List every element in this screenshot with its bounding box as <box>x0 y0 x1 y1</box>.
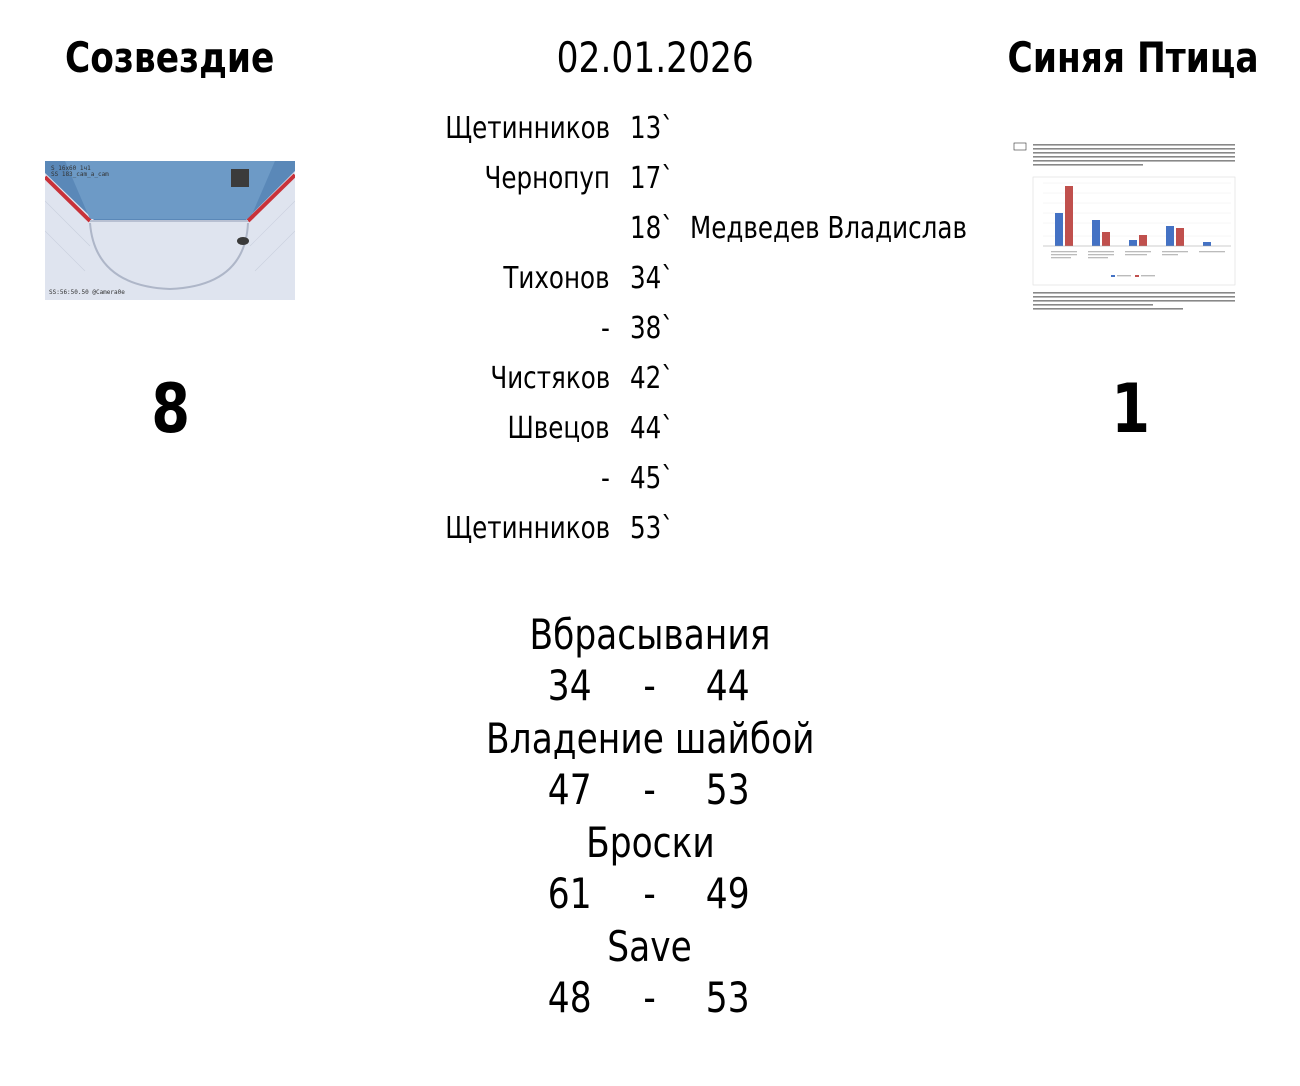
goal-row <box>300 404 1060 454</box>
goal-home-player: Чистяков <box>490 361 610 396</box>
home-team-logo <box>45 161 295 300</box>
match-date: 02.01.2026 <box>556 33 754 82</box>
stat-title: Save <box>607 922 693 971</box>
stat-values <box>450 972 850 1024</box>
stat-away-value: 53 <box>706 973 750 1022</box>
goal-minute: 44` <box>630 411 674 446</box>
goal-home-player: Тихонов <box>503 261 610 296</box>
goal-home-player: Швецов <box>507 411 610 446</box>
goal-minute: 13` <box>630 111 674 146</box>
stat-away-value: 53 <box>706 765 750 814</box>
goal-away-player <box>690 154 1060 204</box>
stat-home-value: 34 <box>548 661 592 710</box>
stat-separator: - <box>643 869 657 918</box>
svg-text:SS:56:50.50 @Camera0e: SS:56:50.50 @Camera0e <box>49 289 125 296</box>
goal-home-player: - <box>601 311 610 346</box>
goal-away-player <box>690 354 1060 404</box>
goal-away-player <box>690 504 1060 554</box>
goal-away-player <box>690 454 1060 504</box>
goal-row <box>300 504 1060 554</box>
stat-away-value: 44 <box>706 661 750 710</box>
goal-away-player: Медведев Владислав <box>690 211 967 246</box>
stat-home-value: 61 <box>548 869 592 918</box>
svg-text:S 16x60 1ч1: S 16x60 1ч1 <box>51 165 91 172</box>
goal-minute: 42` <box>630 361 674 396</box>
goal-minute: 17` <box>630 161 674 196</box>
goal-minute: 34` <box>630 261 674 296</box>
goal-row <box>300 254 1060 304</box>
stat-title: Вбрасывания <box>529 610 771 659</box>
away-team-name: Синяя Птица <box>1007 33 1259 82</box>
hockey-goal-image <box>45 161 295 300</box>
stat-values <box>450 764 850 816</box>
goal-row <box>300 204 1060 254</box>
goal-home-player: Щетинников <box>445 511 610 546</box>
goal-home-player <box>290 204 610 254</box>
stat-title: Броски <box>585 818 715 867</box>
goal-minute: 18` <box>630 211 674 246</box>
goal-row <box>300 104 1060 154</box>
stat-home-value: 47 <box>548 765 592 814</box>
goal-away-player <box>690 104 1060 154</box>
goal-row <box>300 154 1060 204</box>
goal-away-player <box>690 254 1060 304</box>
stat-separator: - <box>643 765 657 814</box>
stat-title: Владение шайбой <box>485 714 815 763</box>
goal-row <box>300 304 1060 354</box>
goal-minute: 38` <box>630 311 674 346</box>
stat-separator: - <box>643 973 657 1022</box>
goal-home-player: Щетинников <box>445 111 610 146</box>
goal-minute: 53` <box>630 511 674 546</box>
stat-values <box>450 868 850 920</box>
home-score: 8 <box>151 370 191 449</box>
stat-separator: - <box>643 661 657 710</box>
away-score: 1 <box>1111 370 1151 449</box>
goal-home-player: - <box>601 461 610 496</box>
goal-row <box>300 454 1060 504</box>
goal-minute: 45` <box>630 461 674 496</box>
home-team-name: Созвездие <box>65 33 275 82</box>
goal-away-player <box>690 304 1060 354</box>
goal-away-player <box>690 404 1060 454</box>
goal-home-player: Чернопуп <box>484 161 610 196</box>
stat-home-value: 48 <box>548 973 592 1022</box>
svg-text:SS 183_cam_a_cam: SS 183_cam_a_cam <box>51 171 109 178</box>
stat-values <box>450 660 850 712</box>
goal-row <box>300 354 1060 404</box>
stat-away-value: 49 <box>706 869 750 918</box>
